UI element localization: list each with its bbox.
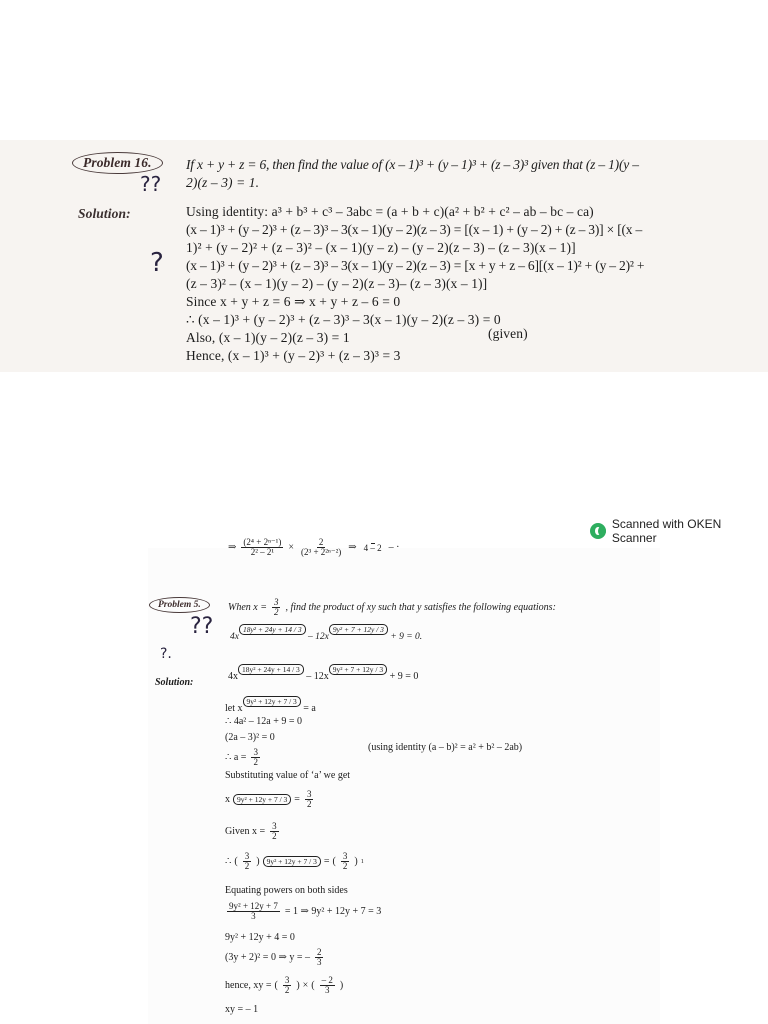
solution-line: Using identity: a³ + b³ + c³ – 3abc = (a + b + c)(a² + b² + c² – ab – bc – ca)	[186, 204, 594, 219]
solution-line: Since x + y + z = 6 ⇒ x + y + z – 6 = 0	[186, 294, 401, 309]
solution-equation: 4x18y² + 24y + 14 / 3 – 12x9y² + 7 + 12y / 3 + 9 = 0	[228, 665, 419, 682]
solution-line: (x – 1)³ + (y – 2)³ + (z – 3)³ – 3(x – 1)(y – 2)(z – 3) = [x + y + z – 6][(x – 1)² + (y – 2)² +	[186, 258, 645, 273]
scan-page-top	[0, 140, 768, 372]
problem-5-statement: When x = $\frac{3}{2}$ , find the product of xy such that y satisfies the following equations:	[228, 597, 556, 618]
solution-line: (z – 3)² – (x – 1)(y – 2) – (y – 2)(z – 3)– (z – 3)(x – 1)]	[186, 276, 488, 291]
previous-problem-fragment: ⇒ $\frac{\text{(2⁴ + 2ⁿ⁻¹)}}{\text{2² – 2¹}}$ × $\frac{2}{\text{(2³ + 2²ⁿ⁻²)}}$ ⇒ 4 – 2 – ·	[228, 537, 400, 558]
scanner-badge-text: Scanned with OKEN Scanner	[611, 517, 722, 545]
handwritten-mark: ??	[140, 172, 162, 196]
solution-step: x 9y² + 12y + 7 / 3 = $\frac{3}{2}$	[225, 789, 312, 810]
problem-5-solution-label: Solution:	[155, 677, 194, 688]
solution-step: (2a – 3)² = 0	[225, 732, 275, 743]
problem-16-label: Problem 16.	[72, 152, 163, 174]
handwritten-mark: ?.	[160, 646, 172, 662]
given-note: (given)	[488, 326, 528, 341]
solution-step: 9y² + 12y + 4 = 0	[225, 932, 295, 943]
problem-5-label: Problem 5.	[149, 597, 210, 613]
final-answer: xy = – 1	[225, 1004, 259, 1015]
solution-line: Hence, (x – 1)³ + (y – 2)³ + (z – 3)³ = 3	[186, 348, 401, 363]
problem-5-equation: 4x18y² + 24y + 14 / 3 – 12x9y² + 7 + 12y / 3 + 9 = 0.	[230, 625, 423, 642]
solution-line: Also, (x – 1)(y – 2)(z – 3) = 1	[186, 330, 350, 345]
let-line: let x9y² + 12y + 7 / 3 = a	[225, 697, 316, 714]
solution-line: ∴ (x – 1)³ + (y – 2)³ + (z – 3)³ – 3(x – 1)(y – 2)(z – 3) = 0	[186, 312, 501, 327]
solution-line: (x – 1)³ + (y – 2)³ + (z – 3)³ – 3(x – 1)(y – 2)(z – 3) = [(x – 1) + (y – 2) + (z – 3)] × [(x –	[186, 222, 643, 237]
solution-step: $\frac{\text{9y² + 12y + 7}}{3}$ = 1 ⇒ 9y² + 12y + 7 = 3	[229, 901, 382, 922]
solution-step: Substituting value of ‘a’ we get	[225, 770, 351, 781]
solution-step: hence, xy = ( $\frac{3}{2}$ ) × ( $\frac{- 2}{3}$ )	[225, 975, 344, 996]
identity-note: (using identity (a – b)² = a² + b² – 2ab)	[368, 742, 523, 753]
problem-16-statement-line2: 2)(z – 3) = 1.	[186, 175, 260, 190]
problem-16-statement-line1: If x + y + z = 6, then find the value of (x – 1)³ + (y – 1)³ + (z – 3)³ given that (z – 1)(y –	[186, 157, 639, 172]
solution-step: (3y + 2)² = 0 ⇒ y = – $\frac{2}{3}$	[225, 947, 322, 968]
scanner-badge	[590, 517, 768, 545]
solution-step: Given x = $\frac{3}{2}$	[225, 821, 277, 842]
solution-step: ∴ 4a² – 12a + 9 = 0	[225, 716, 303, 727]
handwritten-mark: ??	[190, 614, 214, 639]
handwritten-mark: ?	[150, 248, 164, 278]
solution-step: Equating powers on both sides	[225, 885, 348, 896]
oken-logo-icon	[590, 523, 606, 539]
solution-line: 1)² + (y – 2)² + (z – 3)² – (x – 1)(y – z) – (y – 2)(z – 3) – (z – 3)(x – 1)]	[186, 240, 576, 255]
solution-step: ∴ ( $\frac{3}{2}$ ) 9y² + 12y + 7 / 3 = ( $\frac{3}{2}$ ) 1	[225, 851, 364, 872]
solution-step: ∴ a = $\frac{3}{2}$	[225, 747, 258, 768]
problem-16-solution-label: Solution:	[78, 206, 131, 221]
